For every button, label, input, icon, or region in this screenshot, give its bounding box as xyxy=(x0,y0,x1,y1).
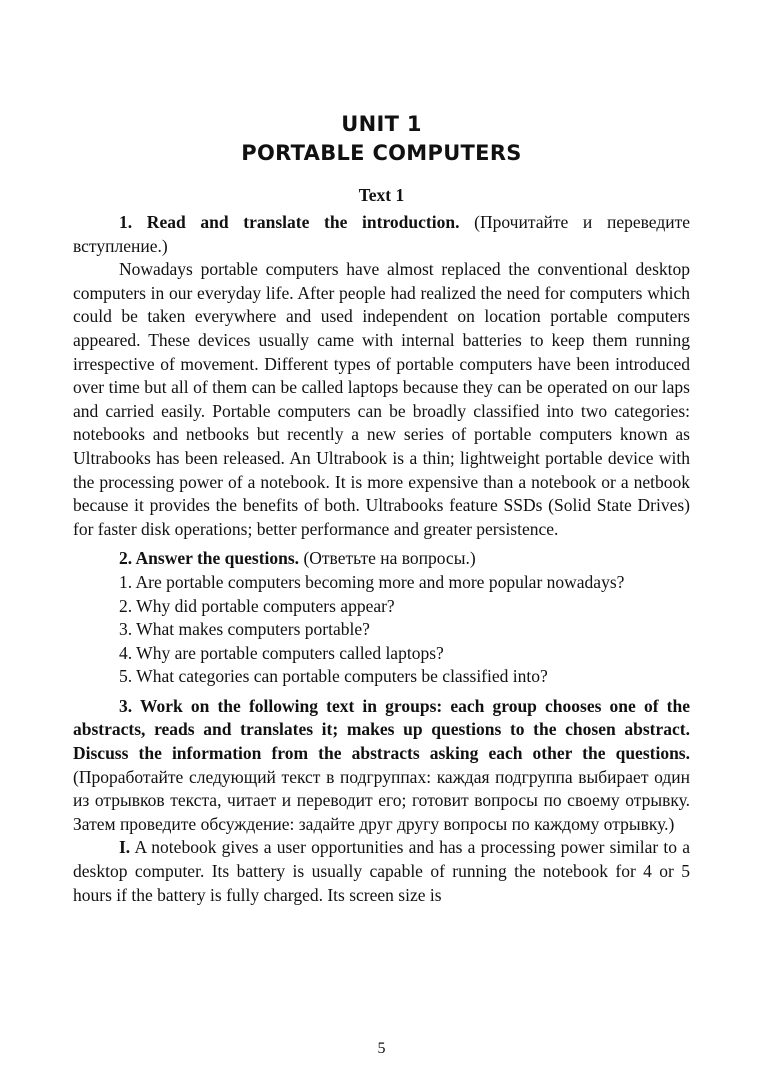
intro-paragraph: Nowadays portable computers have almost replaced the conventional desktop computers in our everyday life. After people had realized the need for computers which could be taken everywhere and used independent on location portable computers appeared. These devices usually came with internal batteries to keep them running irrespective of movement. Different types of portable computers have been introduced over time but all of them can be called laptops because they can be operated on our laps and carried easily. Portable computers can be broadly classified into two categories: notebooks and netbooks but recently a new series of portable computers known as Ultrabooks has been released. An Ultrabook is a thin; lightweight portable device with the processing power of a notebook. It is more expensive than a notebook or a netbook because it provides the benefits of both. Ultrabooks feature SSDs (Solid State Drives) for faster disk operations; better performance and greater persistence. xyxy=(73,259,690,539)
body-text xyxy=(73,211,690,907)
task-3-label: 3. Work on the following text in groups: each group chooses one of the abstracts, reads and translates it; makes up questions to the chosen abstract. Discuss the information from the abstracts asking each other the questions. xyxy=(73,695,690,764)
abstract-1-text: A notebook gives a user opportunities and has a processing power similar to a desktop computer. Its battery is usually capable of running the notebook for 4 or 5 hours if the battery is fully charged. Its screen size is xyxy=(73,837,690,905)
question-item: 5. What categories can portable computers be classified into? xyxy=(119,666,548,687)
abstract-1-paragraph xyxy=(73,836,690,907)
question-item: 3. What makes computers portable? xyxy=(119,619,370,640)
question-item: 4. Why are portable computers called laptops? xyxy=(119,642,444,663)
task-2-label: 2. Answer the questions. xyxy=(119,548,300,569)
question-item: 2. Why did portable computers appear? xyxy=(119,595,395,616)
task-3-paragraph xyxy=(73,695,690,837)
task-2-paragraph xyxy=(73,547,690,571)
page-number: 5 xyxy=(377,1040,386,1057)
question-item: 1. Are portable computers becoming more and more popular nowadays? xyxy=(119,571,625,592)
task-3-translation: (Проработайте следующий текст в подгруппах: каждая подгруппа выбирает один из отрывков текста, читает и переводит его; готовит вопросы по своему отрывку. Затем проведите обсуждение: задайте друг другу вопросы по каждому отрывку.) xyxy=(73,766,690,834)
text-heading: Text 1 xyxy=(358,185,405,205)
unit-title: PORTABLE COMPUTERS xyxy=(241,141,522,165)
abstract-1-marker: I. xyxy=(119,837,131,858)
task-2-translation: (Ответьте на вопросы.) xyxy=(303,548,476,569)
task-1-translation: (Прочитайте и переведите вступление.) xyxy=(73,212,691,256)
task-1-label: 1. Read and translate the introduction. xyxy=(119,212,460,232)
unit-number: UNIT 1 xyxy=(341,112,422,136)
task-1-paragraph xyxy=(73,211,690,258)
